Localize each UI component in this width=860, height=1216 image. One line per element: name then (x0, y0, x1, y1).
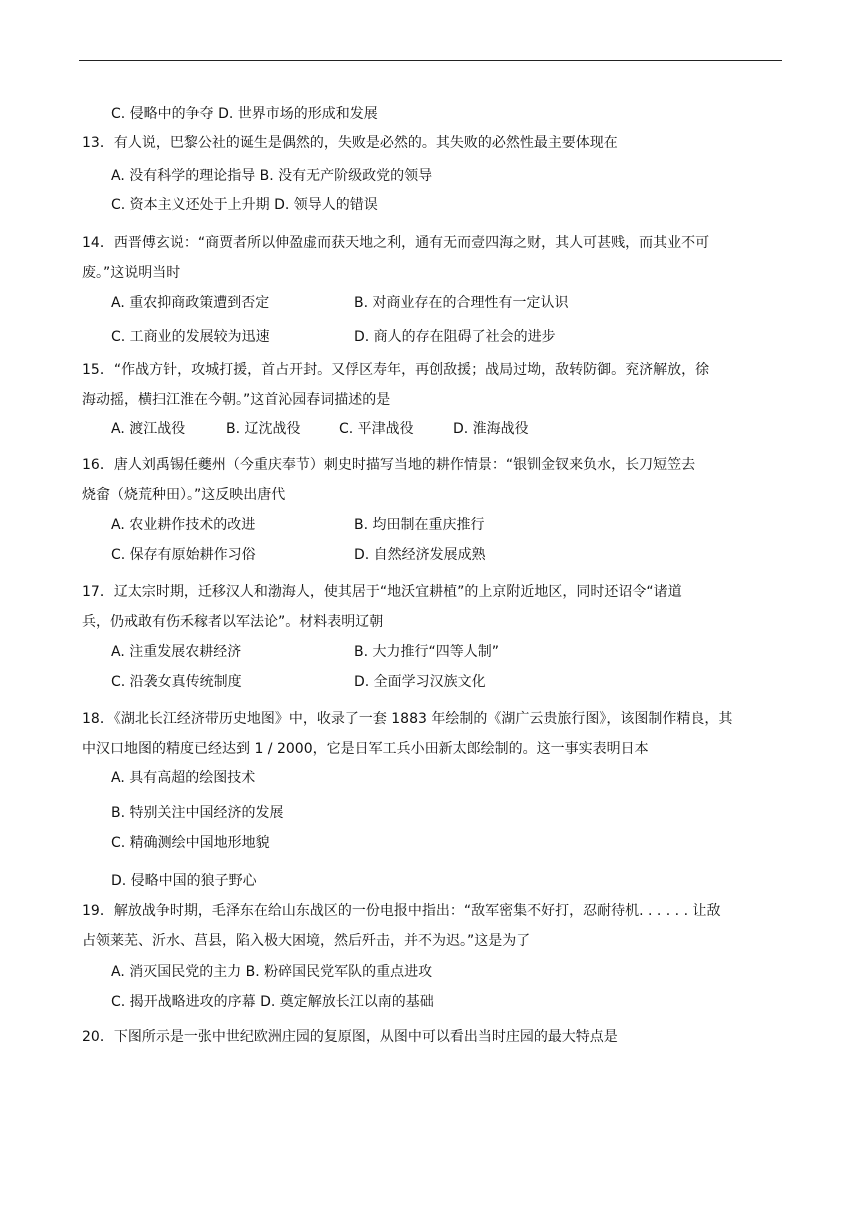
q17-option-b[interactable]: B. 大力推行“四等人制” (354, 644, 500, 660)
q15-stem-line2: 海动摇，横扫江淮在今朝。”这首沁园春词描述的是 (82, 392, 391, 408)
q18-option-c[interactable]: C. 精确测绘中国地形地貌 (111, 835, 270, 851)
q18-option-b[interactable]: B. 特别关注中国经济的发展 (111, 805, 284, 821)
q19-stem-line2: 占领莱芜、沂水、莒县，陷入极大困境，然后歼击，并不为迟。”这是为了 (82, 933, 531, 949)
q20-stem: 20．下图所示是一张中世纪欧洲庄园的复原图，从图中可以看出当时庄园的最大特点是 (82, 1029, 618, 1045)
q16-option-d[interactable]: D. 自然经济发展成熟 (354, 547, 486, 563)
q13-options-ab[interactable]: A. 没有科学的理论指导 B. 没有无产阶级政党的领导 (111, 168, 433, 184)
q15-option-b[interactable]: B. 辽沈战役 (226, 421, 301, 437)
q17-stem-line2: 兵，仍戒敢有伤禾稼者以军法论”。材料表明辽朝 (82, 614, 384, 630)
q19-options-ab[interactable]: A. 消灭国民党的主力 B. 粉碎国民党军队的重点进攻 (111, 964, 433, 980)
q13-options-cd[interactable]: C. 资本主义还处于上升期 D. 领导人的错误 (111, 197, 378, 213)
q12-options-cd[interactable]: C. 侵略中的争夺 D. 世界市场的形成和发展 (111, 106, 378, 122)
q17-option-d[interactable]: D. 全面学习汉族文化 (354, 674, 486, 690)
q15-option-c[interactable]: C. 平津战役 (339, 421, 414, 437)
q19-options-cd[interactable]: C. 揭开战略进攻的序幕 D. 奠定解放长江以南的基础 (111, 994, 434, 1010)
header-rule (79, 60, 782, 61)
q15-stem-line1: 15．“作战方针，攻城打援，首占开封。又俘区寿年，再创敌援；战局过坳，敌转防御。兖济解放，徐 (82, 362, 710, 378)
q16-stem-line1: 16．唐人刘禹锡任夔州（今重庆奉节）刺史时描写当地的耕作情景：“银钏金钗来负水，长刀短笠去 (82, 457, 696, 473)
q16-option-b[interactable]: B. 均田制在重庆推行 (354, 517, 485, 533)
q17-stem-line1: 17．辽太宗时期，迁移汉人和渤海人，使其居于“地沃宜耕植”的上京附近地区，同时还诏令“诸道 (82, 584, 682, 600)
q14-option-c[interactable]: C. 工商业的发展较为迅速 (111, 329, 270, 345)
q16-stem-line2: 烧畲（烧荒种田）。”这反映出唐代 (82, 487, 286, 503)
q18-stem-line2: 中汉口地图的精度已经达到 1 / 2000，它是日军工兵小田新太郎绘制的。这一事实表明日本 (82, 741, 649, 757)
q15-option-a[interactable]: A. 渡江战役 (111, 421, 186, 437)
q17-option-c[interactable]: C. 沿袭女真传统制度 (111, 674, 242, 690)
q14-stem-line1: 14．西晋傅玄说：“商贾者所以伸盈虚而获天地之利，通有无而壹四海之财，其人可甚贱，而其业不可 (82, 235, 710, 251)
q14-option-d[interactable]: D. 商人的存在阻碍了社会的进步 (354, 329, 556, 345)
q17-option-a[interactable]: A. 注重发展农耕经济 (111, 644, 242, 660)
q18-stem-line1: 18．《湖北长江经济带历史地图》中，收录了一套 1883 年绘制的《湖广云贵旅行图》，该图制作精良，其 (82, 711, 733, 727)
q16-option-c[interactable]: C. 保存有原始耕作习俗 (111, 547, 256, 563)
q14-option-b[interactable]: B. 对商业存在的合理性有一定认识 (354, 295, 569, 311)
q15-option-d[interactable]: D. 淮海战役 (453, 421, 529, 437)
q13-stem: 13．有人说，巴黎公社的诞生是偶然的，失败是必然的。其失败的必然性最主要体现在 (82, 135, 618, 151)
q18-option-a[interactable]: A. 具有高超的绘图技术 (111, 770, 256, 786)
q19-stem-line1: 19．解放战争时期，毛泽东在给山东战区的一份电报中指出：“敌军密集不好打，忍耐待机. . . . . . 让敌 (82, 903, 721, 919)
q18-option-d[interactable]: D. 侵略中国的狼子野心 (111, 873, 257, 889)
q14-option-a[interactable]: A. 重农抑商政策遭到否定 (111, 295, 270, 311)
q14-stem-line2: 废。”这说明当时 (82, 265, 181, 281)
q16-option-a[interactable]: A. 农业耕作技术的改进 (111, 517, 256, 533)
